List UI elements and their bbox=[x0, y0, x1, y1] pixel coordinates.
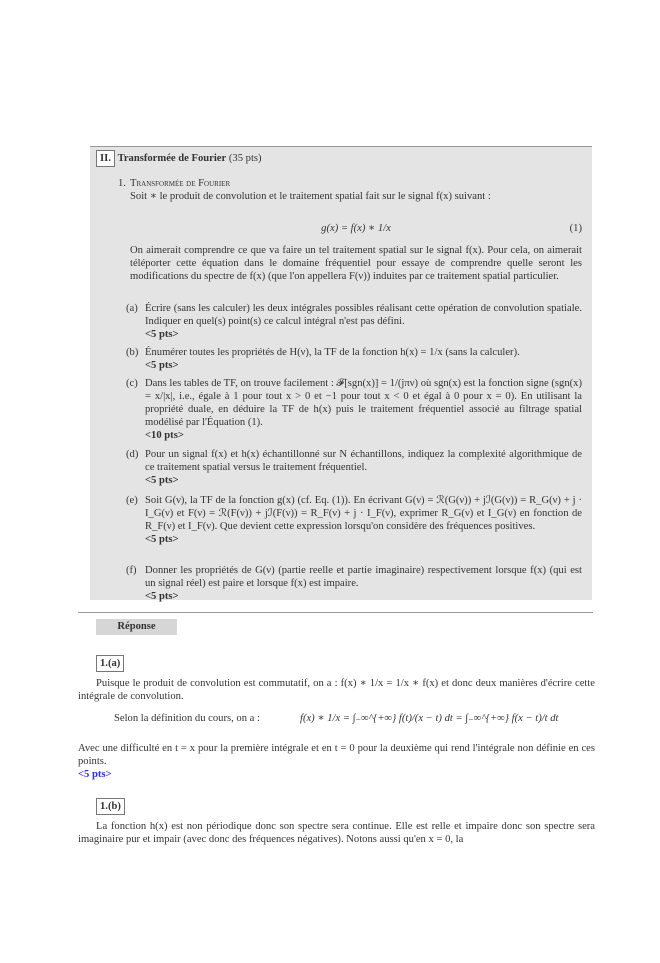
answer-part-b-label-box bbox=[96, 798, 125, 815]
question-paragraph: On aimerait comprendre ce que va faire un tel traitement spatial sur le signal f(x). Pour cela, on aimerait téléporter cette équation dans le domaine fréquentiel pour essaye de comprendre quelle seront les modifications du spectre de f(x) (que l'on appellera F(ν)) induites par ce traitement spatial particulier. bbox=[130, 245, 582, 282]
subquestion-points: <5 pts> bbox=[145, 534, 179, 545]
subquestion-points: <5 pts> bbox=[145, 475, 179, 486]
answer-part-a-points: <5 pts> bbox=[78, 769, 112, 780]
subquestion-points: <5 pts> bbox=[145, 329, 179, 340]
answer-part-label: 1.(b) bbox=[96, 798, 125, 815]
question-title: Transformée de Fourier bbox=[130, 178, 231, 189]
formula-intro: Selon la définition du cours, on a : bbox=[114, 713, 260, 724]
subquestion-text: Écrire (sans les calculer) les deux intégrales possibles réalisant cette opération de convolution spatiale. Indiquer en quel(s) point(s) ce calcul intégral n'est pas défini. bbox=[145, 303, 582, 327]
answer-part-b-text: La fonction h(x) est non périodique donc son spectre sera continue. Elle est relle et impaire donc son spectre sera imaginaire pur et impair (avec donc des fréquences négatives). Notons aussi qu'en x = 0, la bbox=[78, 821, 595, 845]
equation-1: g(x) = f(x) ∗ 1/x bbox=[321, 223, 391, 234]
answer-part-a-text2: Avec une difficulté en t = x pour la première intégrale et en t = 0 pour la deuxième qui rend l'intégrale non définie en ces points. bbox=[78, 743, 595, 767]
answer-part-a-text: Puisque le produit de convolution est commutatif, on a : f(x) ∗ 1/x = 1/x ∗ f(x) et donc deux manières d'écrire cette intégrale de convolution. bbox=[78, 678, 595, 702]
subquestion-c bbox=[126, 377, 582, 442]
subquestion-points: <10 pts> bbox=[145, 430, 184, 441]
section-number: II. bbox=[96, 150, 115, 167]
subquestion-label: (c) bbox=[126, 378, 138, 389]
bottom-rule bbox=[78, 612, 593, 613]
subquestion-b bbox=[126, 346, 582, 372]
subquestion-text: Dans les tables de TF, on trouve facilement : 𝓕[sgn(x)] = 1/(jπν) où sgn(x) est la fonction signe (sgn(x) = x/|x|, i.e., égale à 1 pour tout x > 0 et −1 pour tout x < 0 et égal à 0 pour x = 0). En utilisant la propriété duale, en déduire la TF de h(x) puis le traitement fréquentiel associé au filtrage spatial modélisé par l'Équation (1). bbox=[145, 378, 582, 428]
subquestion-text: Pour un signal f(x) et h(x) échantillonné sur N échantillons, indiquez la complexité algorithmique de ce traitement spatial versus le traitement fréquentiel. bbox=[145, 449, 582, 473]
subquestion-label: (f) bbox=[126, 565, 137, 576]
subquestion-a bbox=[126, 302, 582, 341]
answer-heading: Réponse bbox=[96, 619, 177, 635]
subquestion-e bbox=[126, 494, 582, 546]
answer-part-label: 1.(a) bbox=[96, 655, 124, 672]
subquestion-points: <5 pts> bbox=[145, 591, 179, 602]
subquestion-f bbox=[126, 564, 582, 603]
subquestion-d bbox=[126, 448, 582, 487]
convolution-formula: f(x) ∗ 1/x = ∫₋∞^{+∞} f(t)/(x − t) dt = ∫₋∞^{+∞} f(x − t)/t dt bbox=[300, 713, 559, 724]
subquestion-label: (e) bbox=[126, 495, 138, 506]
subquestion-points: <5 pts> bbox=[145, 360, 179, 371]
subquestion-text: Donner les propriétés de G(ν) (partie reelle et partie imaginaire) respectivement lorsque f(x) (qui est un signal réel) est paire et lorsque f(x) est impaire. bbox=[145, 565, 582, 589]
subquestion-label: (a) bbox=[126, 303, 138, 314]
subquestion-label: (d) bbox=[126, 449, 139, 460]
equation-number: (1) bbox=[569, 223, 582, 234]
section-header bbox=[96, 150, 262, 167]
section-title: Transformée de Fourier bbox=[117, 153, 227, 164]
subquestion-label: (b) bbox=[126, 347, 139, 358]
question-number: 1. bbox=[118, 178, 126, 189]
subquestion-text: Soit G(ν), la TF de la fonction g(x) (cf. Eq. (1)). En écrivant G(ν) = ℛ(G(ν)) + jℐ(G(ν)) = R_G(ν) + j · I_G(ν) et F(ν) = ℛ(F(ν)) + jℐ(F(ν)) = R_F(ν) + j · I_F(ν), exprimer R_G(ν) et I_G(ν) en fonction de R_F(ν) et I_F(ν). Que devient cette expression lorsqu'on considère des fréquences positives. bbox=[145, 495, 582, 532]
answer-part-a-label-box bbox=[96, 655, 124, 672]
section-points: (35 pts) bbox=[228, 153, 262, 164]
subquestion-text: Énumérer toutes les propriétés de H(ν), la TF de la fonction h(x) = 1/x (sans la calculer). bbox=[145, 347, 520, 358]
question-intro: Soit ∗ le produit de convolution et le traitement spatial fait sur le signal f(x) suivant : bbox=[130, 191, 491, 202]
